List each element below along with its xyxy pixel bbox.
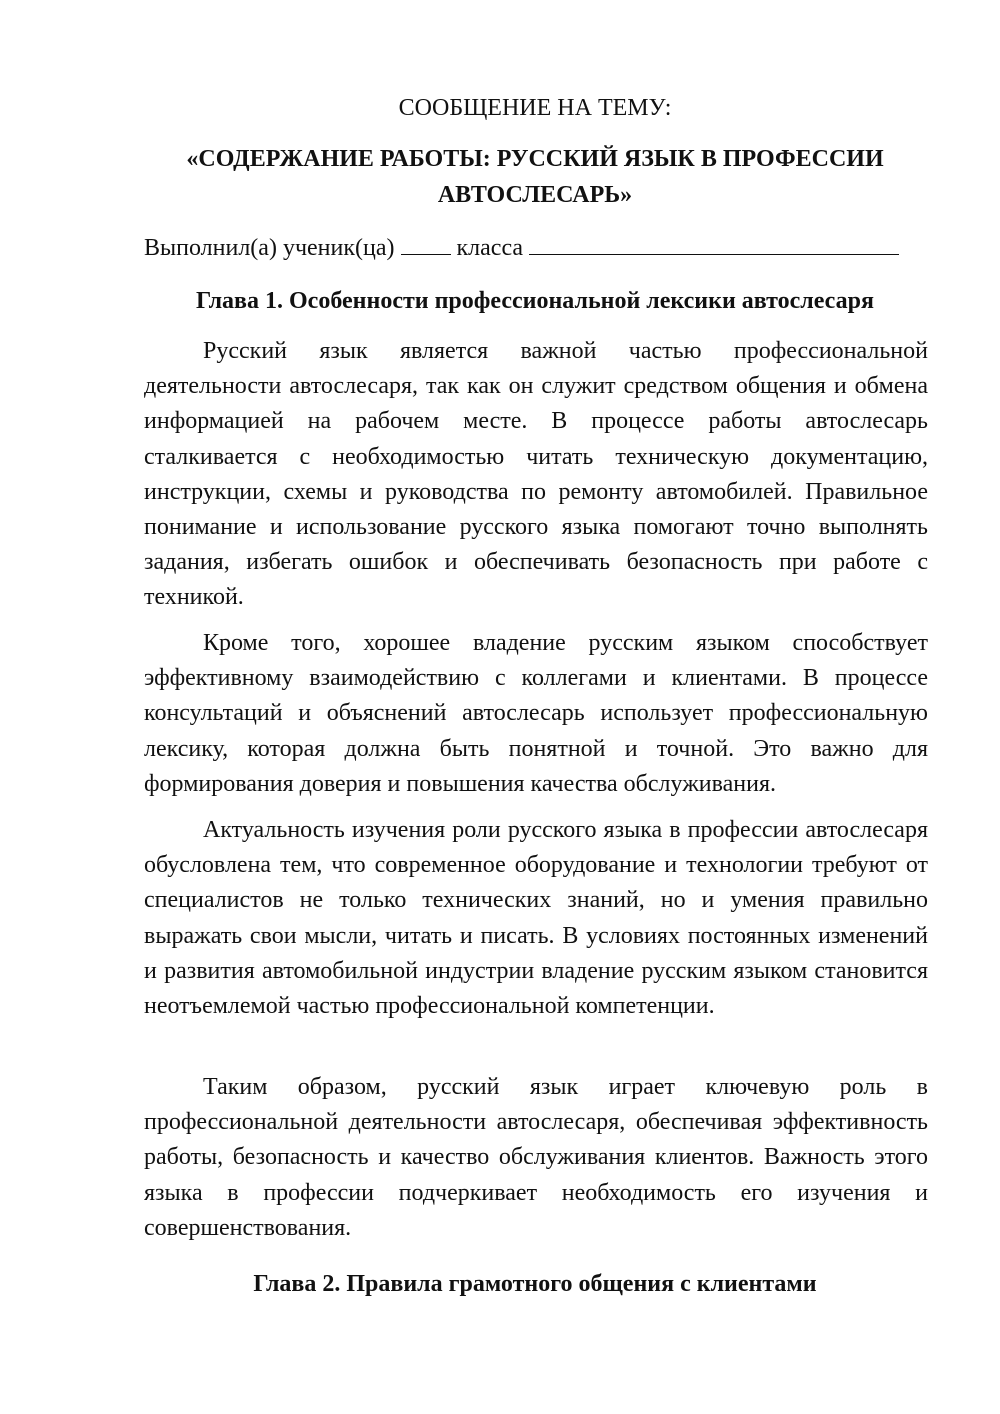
subject-line: СООБЩЕНИЕ НА ТЕМУ: — [398, 95, 672, 121]
paragraph-3: Актуальность изучения роли русского языка в профессии автослесаря обусловлена тем, что современное оборудование и технологии требуют от специалистов не только технических знаний, но и умения правильно выражать свои мысли, читать и писать. В условиях постоянных изменений и развития автомобильной индустрии владение русским языком становится неотъемлемой частью профессиональной компетенции. — [144, 817, 928, 1020]
student-name-blank — [529, 232, 899, 255]
chapter-2-heading: Глава 2. Правила грамотного общения с клиентами — [253, 1271, 817, 1297]
class-number-blank — [401, 232, 451, 255]
title-line-1: «СОДЕРЖАНИЕ РАБОТЫ: РУССКИЙ ЯЗЫК В ПРОФЕССИИ — [186, 146, 884, 172]
chapter-1-heading: Глава 1. Особенности профессиональной лексики автослесаря — [196, 288, 874, 314]
performed-by-label: Выполнил(а) ученик(ца) — [144, 235, 395, 261]
paragraph-1: Русский язык является важной частью профессиональной деятельности автослесаря, так как он служит средством общения и обмена информацией на рабочем месте. В процессе работы автослесарь сталкивается с необходимостью читать техническую документацию, инструкции, схемы и руководства по ремонту автомобилей. Правильное понимание и использование русского языка помогают точно выполнять задания, избегать ошибок и обеспечивать безопасность при работе с техникой. — [144, 338, 928, 611]
paragraph-4: Таким образом, русский язык играет ключевую роль в профессиональной деятельности автослесаря, обеспечивая эффективность работы, безопасность и качество обслуживания клиентов. Важность этого языка в профессии подчеркивает необходимость его изучения и совершенствования. — [144, 1074, 928, 1241]
signature-line — [144, 232, 934, 263]
paragraph-2: Кроме того, хорошее владение русским языком способствует эффективному взаимодействию с коллегами и клиентами. В процессе консультаций и объяснений автослесарь использует профессиональную лексику, которая должна быть понятной и точной. Это важно для формирования доверия и повышения качества обслуживания. — [144, 630, 928, 797]
title-line-2: АВТОСЛЕСАРЬ» — [437, 182, 633, 208]
document-title — [35, 141, 1000, 213]
class-label: класса — [456, 235, 524, 261]
